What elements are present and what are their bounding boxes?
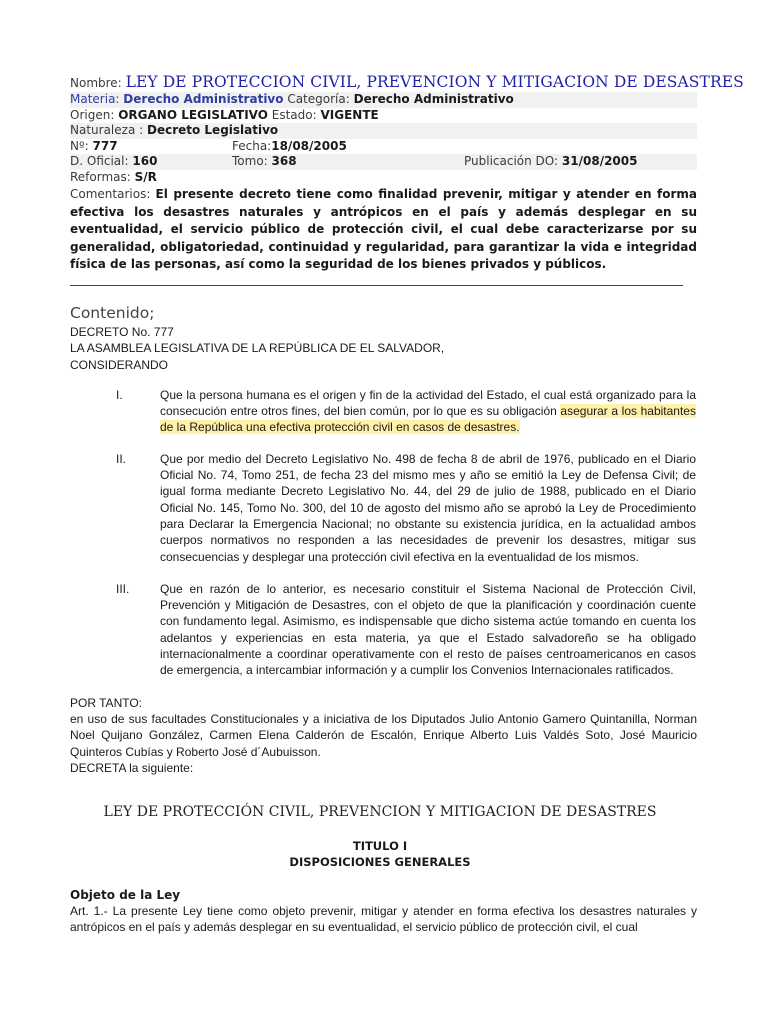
por-tanto-text: en uso de sus facultades Constitucionales y a iniciativa de los Diputados Julio Antonio Gamero Quintanilla, Norman Noel Quijano González, Carmen Elena Calderón de Escalón, Enrique Alberto Luis Valdés Soto, José Mauricio Quinteros Cubías y Roberto José d´Aubuisson. (70, 711, 697, 759)
fecha-group (232, 139, 347, 155)
considerando-text (160, 387, 696, 436)
publicacion-group (464, 154, 637, 170)
considerando-text: Que por medio del Decreto Legislativo No. 498 de fecha 8 de abril de 1976, publicado en el Diario Oficial No. 74, Tomo 251, de fecha 23 del mismo mes y año se emitió la Ley de Defensa Civil; de igual forma mediante Decreto Legislativo No. 44, del 29 de julio de 1988, publicado en el Diario Oficial No. 145, Tomo No. 300, del 10 de agosto del mismo año se aprobó la Ley de Procedimiento para Declarar la Emergencia Nacional; no obstante su existencia jurídica, en la actualidad ambos cuerpos normativos no responden a las necesidades de prevenir los desastres, mitigar sus consecuencias y desplegar una protección civil efectiva en la eventualidad de los mismos. (160, 451, 696, 564)
considerando-item (70, 581, 697, 679)
publicacion-value: 31/08/2005 (561, 154, 638, 168)
highlighted-text: asegurar a los habitantes de la República una efectiva protección civil en casos de desastres. (160, 404, 696, 435)
materia-label: Materia: (70, 92, 120, 106)
decree-number: DECRETO No. 777 (70, 324, 174, 339)
considerando-heading: CONSIDERANDO (70, 357, 169, 372)
categoria-label: Categoría: (287, 92, 350, 106)
considerando-item (70, 387, 697, 436)
reformas-row (70, 170, 697, 186)
naturaleza-row (70, 123, 697, 139)
numero-label: Nº: (70, 138, 89, 153)
tomo-value: 368 (271, 154, 297, 168)
considerando-text: Que en razón de lo anterior, es necesario constituir el Sistema Nacional de Protección Civil, Prevención y Mitigación de Desastres, con el objeto de que la planificación y coordinación cuente con fundamento legal. Asimismo, es indispensable que dicho sistema actúe tomando en cuenta los adelantos y experiencias en esta materia, ya que el Estado salvadoreño se ha obligado internacionalmente a coordinar operativamente con el resto de países centroamericanos en casos de emergencia, a intercambiar información y a cumplir los Convenios Internacionales ratificados. (160, 581, 696, 678)
considerando-item (70, 451, 697, 565)
objeto-heading: Objeto de la Ley (70, 888, 181, 903)
origen-value: ORGANO LEGISLATIVO (118, 107, 268, 122)
doficial-row (70, 154, 697, 170)
materia-row (70, 92, 697, 108)
doficial-label: D. Oficial: (70, 154, 129, 168)
decree-assembly: LA ASAMBLEA LEGISLATIVA DE LA REPÚBLICA DE EL SALVADOR, (70, 341, 445, 356)
nombre-label: Nombre: (70, 76, 122, 90)
tomo-group (232, 154, 297, 170)
tomo-label: Tomo: (232, 154, 268, 168)
considerando-number: III. (116, 581, 130, 596)
titulo-number: TITULO I (352, 839, 408, 854)
origen-row (70, 108, 697, 124)
nombre-value: LEY DE PROTECCION CIVIL, PREVENCION Y MITIGACION DE DESASTRES (125, 73, 744, 91)
numero-value: 777 (92, 138, 118, 153)
estado-label: Estado: (271, 107, 317, 122)
law-title: LEY DE PROTECCIÓN CIVIL, PREVENCION Y MITIGACION DE DESASTRES (103, 804, 657, 821)
categoria-value: Derecho Administrativo (353, 92, 514, 106)
comentarios-label: Comentarios: (70, 187, 151, 201)
reformas-value: S/R (134, 169, 157, 184)
materia-value: Derecho Administrativo (123, 92, 284, 106)
titulo-heading (70, 838, 690, 870)
article-1-text: Art. 1.- La presente Ley tiene como objeto prevenir, mitigar y atender en forma efectiva los desastres naturales y antrópicos en el país y además desplegar en su eventualidad, el servicio público de protección civil, el cual (70, 904, 697, 935)
fecha-value: 18/08/2005 (271, 138, 347, 153)
doficial-value: 160 (132, 154, 158, 168)
publicacion-label: Publicación DO: (464, 154, 559, 168)
estado-value: VIGENTE (320, 107, 379, 122)
divider-line (70, 277, 683, 286)
por-tanto-heading: POR TANTO: (70, 695, 143, 710)
fecha-label: Fecha: (232, 138, 272, 153)
origen-label: Origen: (70, 107, 115, 122)
document-page (70, 72, 744, 936)
titulo-subtitle: DISPOSICIONES GENERALES (289, 855, 471, 870)
decreta-line: DECRETA la siguiente: (70, 760, 194, 775)
comentarios-value: El presente decreto tiene como finalidad prevenir, mitigar y atender en forma efectiva los desastres naturales y antrópicos en el país y además desplegar en su eventualidad, el servicio público de protección civil, el cual debe caracterizarse por su generalidad, obligatoriedad, continuidad y regularidad, para garantizar la vida e integridad física de las personas, así como la seguridad de los bienes privados y públicos. (70, 187, 697, 272)
naturaleza-value: Decreto Legislativo (146, 123, 279, 137)
considerando-text-part: Que la persona humana es el origen y fin de la actividad del Estado, el cual está organizado para la consecución entre otros fines, del bien común, por lo que es su obligación (160, 387, 696, 419)
numero-row (70, 139, 697, 155)
comentarios-block (70, 186, 697, 274)
reformas-label: Reformas: (70, 169, 131, 184)
decree-header (70, 324, 697, 373)
nombre-row (70, 72, 744, 92)
por-tanto-block (70, 695, 697, 776)
considerando-number: I. (116, 387, 123, 402)
contenido-heading: Contenido; (70, 303, 155, 322)
considerando-number: II. (116, 451, 127, 466)
naturaleza-label: Naturaleza : (70, 123, 144, 137)
